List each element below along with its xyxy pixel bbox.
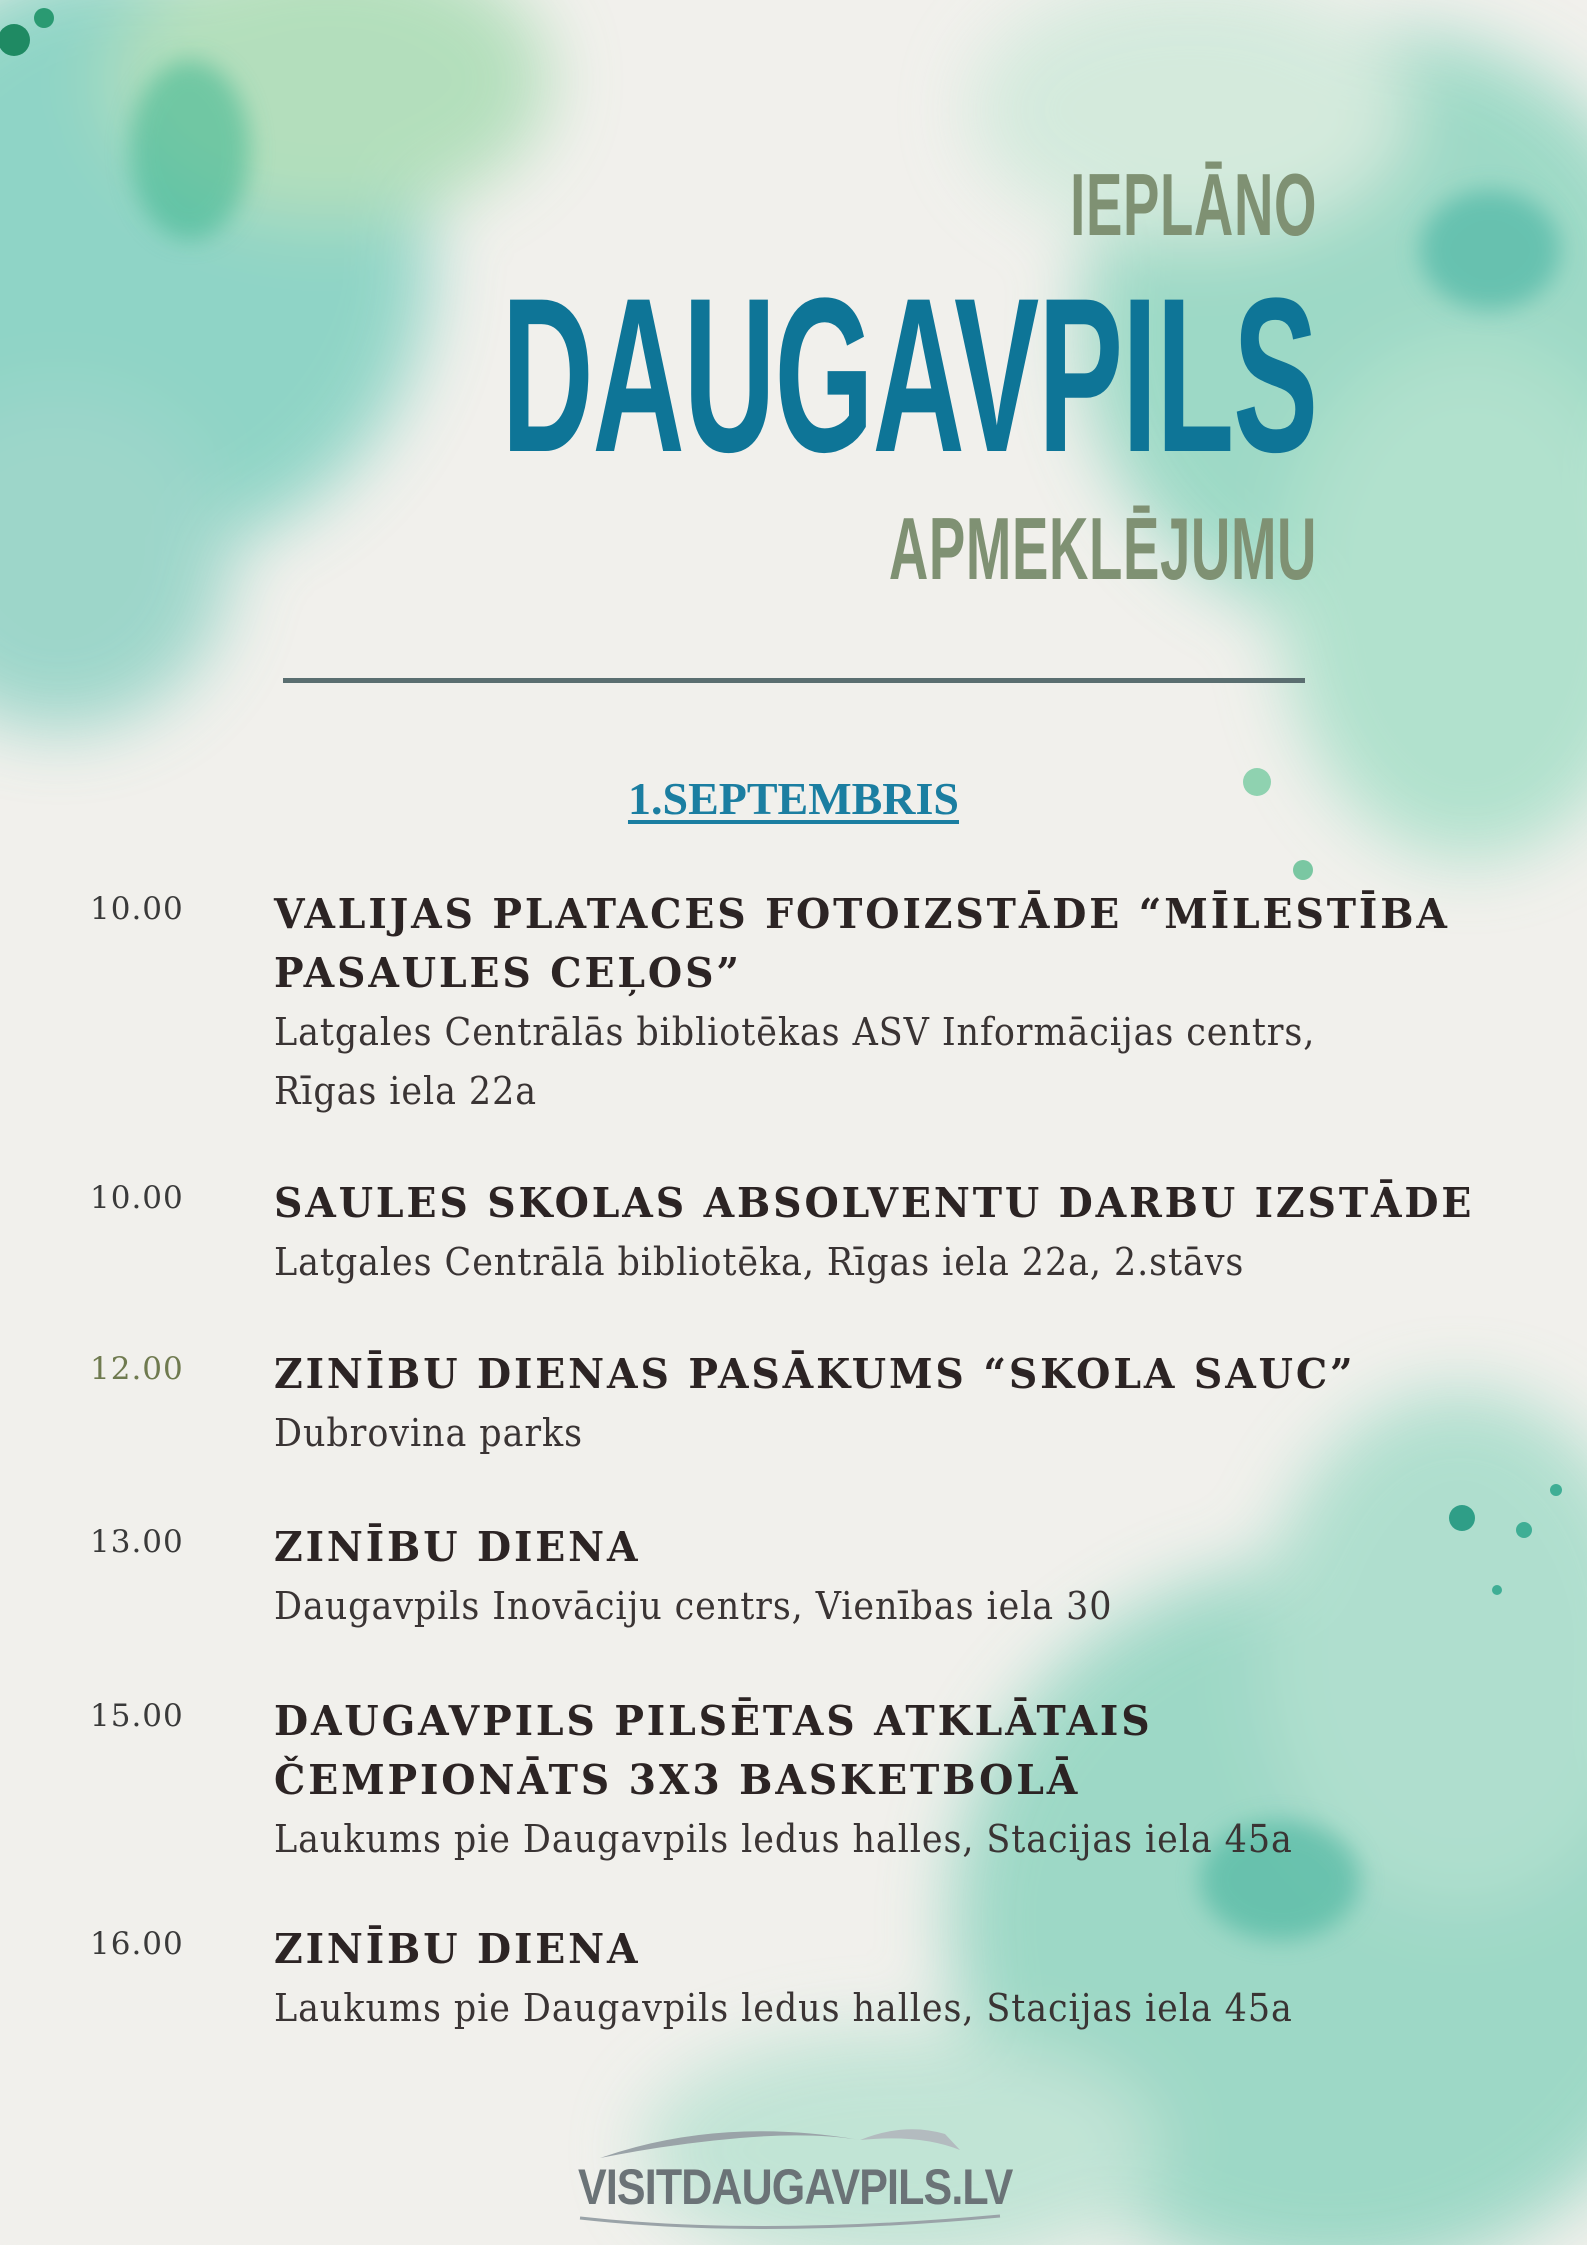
event-location: Laukums pie Daugavpils ledus halles, Stacijas iela 45a xyxy=(274,1986,1293,2030)
event-location: Laukums pie Daugavpils ledus halles, Stacijas iela 45a xyxy=(274,1817,1293,1861)
event-title: PASAULES CEĻOS” xyxy=(274,949,742,997)
event-location: Daugavpils Inovāciju centrs, Vienības iela 30 xyxy=(274,1584,1113,1628)
event-time: 12.00 xyxy=(90,1351,184,1387)
event-location: Dubrovina parks xyxy=(274,1411,583,1455)
event-time: 10.00 xyxy=(90,1180,184,1216)
visitdaugavpils-logo xyxy=(560,2120,1030,2230)
event-location: Rīgas iela 22a xyxy=(274,1069,538,1113)
logo-text: VISITDAUGAVPILS.LV xyxy=(578,2159,1013,2215)
event-location: Latgales Centrālā bibliotēka, Rīgas iela 22a, 2.stāvs xyxy=(274,1240,1245,1284)
event-title: ZINĪBU DIENA xyxy=(274,1523,641,1571)
header-line-apmeklejumu: APMEKLĒJUMU xyxy=(888,499,1317,598)
event-location: Latgales Centrālās bibliotēkas ASV Informācijas centrs, xyxy=(274,1010,1316,1054)
header-line-ieplano: IEPLĀNO xyxy=(1070,155,1317,254)
event-title: ZINĪBU DIENAS PASĀKUMS “SKOLA SAUC” xyxy=(274,1350,1356,1398)
event-time: 16.00 xyxy=(90,1926,184,1962)
header-title-daugavpils: DAUGAVPILS xyxy=(501,252,1317,498)
event-time: 15.00 xyxy=(90,1698,184,1734)
event-title: ZINĪBU DIENA xyxy=(274,1925,641,1973)
event-title: VALIJAS PLATACES FOTOIZSTĀDE “MĪLESTĪBA xyxy=(274,890,1450,938)
event-title: DAUGAVPILS PILSĒTAS ATKLĀTAIS xyxy=(274,1697,1153,1745)
event-title: SAULES SKOLAS ABSOLVENTU DARBU IZSTĀDE xyxy=(274,1179,1475,1227)
event-time: 13.00 xyxy=(90,1524,184,1560)
event-time: 10.00 xyxy=(90,891,184,927)
event-title: ČEMPIONĀTS 3X3 BASKETBOLĀ xyxy=(274,1756,1081,1804)
date-heading: 1.SEPTEMBRIS xyxy=(627,773,960,824)
